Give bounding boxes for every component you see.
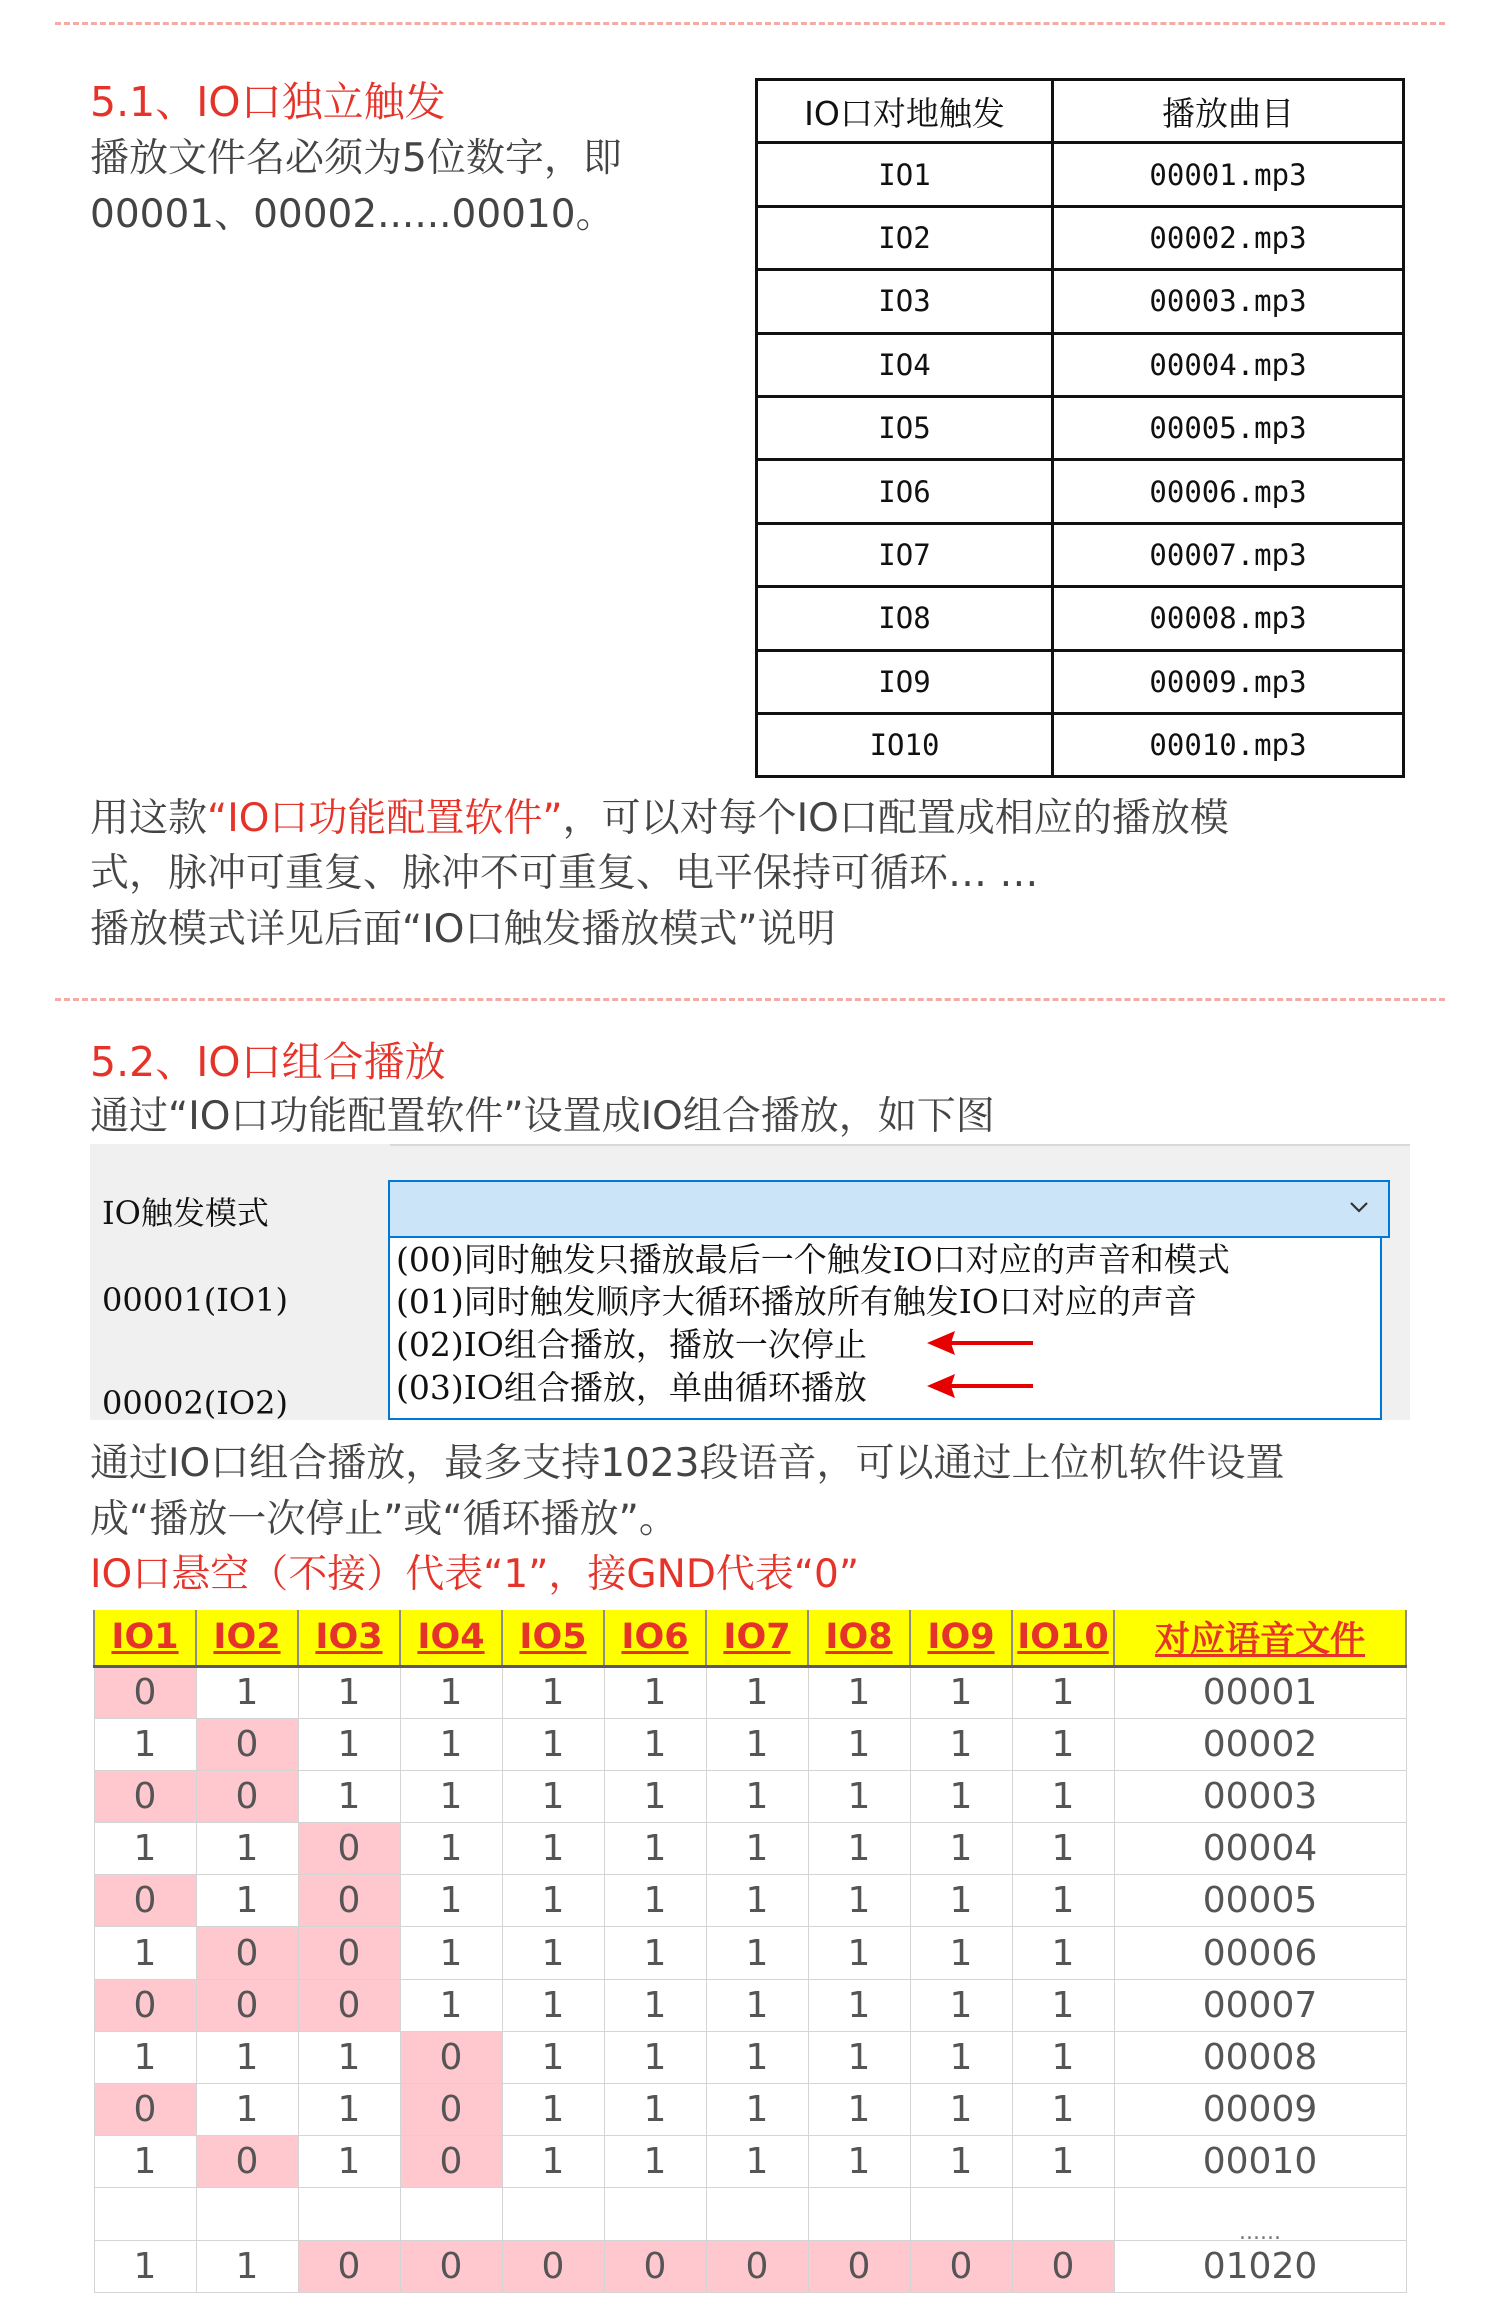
io-bit-cell: 1 bbox=[1012, 1666, 1114, 1718]
io-bit-cell: 1 bbox=[604, 2084, 706, 2136]
header-io-3: IO3 bbox=[298, 1610, 400, 1666]
io-bit-cell: 1 bbox=[298, 2084, 400, 2136]
io-bit-cell: 1 bbox=[910, 1666, 1012, 1718]
io-bit-cell bbox=[502, 2188, 604, 2240]
io-port-cell: IO10 bbox=[757, 713, 1053, 776]
io-bit-cell bbox=[298, 2188, 400, 2240]
io-bit-cell: 1 bbox=[706, 2136, 808, 2188]
track-file-cell: 00007.mp3 bbox=[1053, 523, 1404, 586]
io-port-cell: IO5 bbox=[757, 396, 1053, 459]
combo-desc-line2: 成“播放一次停止”或“循环播放”。 bbox=[90, 1497, 678, 1542]
combo-table-row bbox=[94, 2240, 1406, 2292]
io-bit-cell: 1 bbox=[604, 2031, 706, 2083]
section-5-1-note-line1 bbox=[90, 791, 1229, 846]
mapping-table-row bbox=[757, 333, 1404, 396]
header-io-7: IO7 bbox=[706, 1610, 808, 1666]
io-bit-cell: 1 bbox=[604, 1666, 706, 1718]
io-bit-cell: 0 bbox=[400, 2240, 502, 2292]
io-bit-cell: 1 bbox=[298, 1666, 400, 1718]
io-bit-cell: 1 bbox=[808, 1770, 910, 1822]
io-bit-cell: 1 bbox=[1012, 2084, 1114, 2136]
mapping-table-row bbox=[757, 460, 1404, 523]
mapping-table-header-row bbox=[757, 80, 1404, 143]
io-bit-cell: 0 bbox=[808, 2240, 910, 2292]
io-bit-cell: 1 bbox=[706, 1718, 808, 1770]
io-bit-cell: 1 bbox=[604, 1823, 706, 1875]
combo-table-row bbox=[94, 2188, 1406, 2240]
header-io-9: IO9 bbox=[910, 1610, 1012, 1666]
voice-file-cell: 00010 bbox=[1114, 2136, 1406, 2188]
voice-file-cell: 00003 bbox=[1114, 1770, 1406, 1822]
combo-desc-line1: 通过IO口组合播放，最多支持1023段语音，可以通过上位机软件设置 bbox=[90, 1441, 1285, 1486]
software-screenshot bbox=[90, 1144, 1410, 1420]
header-io-10: IO10 bbox=[1012, 1610, 1114, 1666]
io-bit-cell: 0 bbox=[94, 1666, 196, 1718]
io-trigger-mode-select[interactable] bbox=[388, 1180, 1390, 1238]
voice-file-cell: 00007 bbox=[1114, 1979, 1406, 2031]
io-bit-cell: 1 bbox=[808, 1823, 910, 1875]
combo-table-row bbox=[94, 1979, 1406, 2031]
io-bit-cell bbox=[910, 2188, 1012, 2240]
combo-table-row bbox=[94, 1770, 1406, 1822]
io-bit-cell: 0 bbox=[400, 2136, 502, 2188]
io-bit-cell: 0 bbox=[196, 1718, 298, 1770]
io-bit-cell: 1 bbox=[196, 2031, 298, 2083]
io-bit-cell: 1 bbox=[196, 2240, 298, 2292]
section-5-1-note-line3: 播放模式详见后面“IO口触发播放模式”说明 bbox=[90, 907, 836, 952]
io-bit-cell: 1 bbox=[808, 2031, 910, 2083]
io-combination-table bbox=[93, 1610, 1407, 2293]
io-bit-cell: 1 bbox=[706, 1823, 808, 1875]
io-bit-cell: 1 bbox=[604, 1927, 706, 1979]
io-bit-cell: 1 bbox=[706, 1666, 808, 1718]
io-bit-cell: 1 bbox=[1012, 2031, 1114, 2083]
io-bit-cell: 1 bbox=[94, 2031, 196, 2083]
io-bit-cell: 1 bbox=[1012, 1927, 1114, 1979]
io-bit-cell: 0 bbox=[196, 2136, 298, 2188]
io-bit-cell: 1 bbox=[94, 2136, 196, 2188]
combo-table-row bbox=[94, 1823, 1406, 1875]
header-io-1: IO1 bbox=[94, 1610, 196, 1666]
mapping-table-row bbox=[757, 396, 1404, 459]
io-bit-cell: 1 bbox=[502, 1979, 604, 2031]
mapping-table-row bbox=[757, 713, 1404, 776]
io-bit-cell: 1 bbox=[1012, 1875, 1114, 1927]
voice-file-cell: 00005 bbox=[1114, 1875, 1406, 1927]
io-bit-cell: 1 bbox=[400, 1979, 502, 2031]
io-bit-cell: 1 bbox=[1012, 1718, 1114, 1770]
software-top-border bbox=[390, 1144, 1410, 1146]
track-file-cell: 00003.mp3 bbox=[1053, 270, 1404, 333]
io-bit-cell: 1 bbox=[400, 1770, 502, 1822]
io-bit-cell: 1 bbox=[808, 1979, 910, 2031]
io-bit-cell: 1 bbox=[910, 1823, 1012, 1875]
io-bit-cell: 0 bbox=[298, 1875, 400, 1927]
combo-table-row bbox=[94, 2136, 1406, 2188]
io-bit-cell: 1 bbox=[196, 1666, 298, 1718]
io-bit-cell: 0 bbox=[298, 1927, 400, 1979]
header-io-4: IO4 bbox=[400, 1610, 502, 1666]
file-00002-label: 00002(IO2) bbox=[102, 1384, 288, 1420]
io-bit-cell: 1 bbox=[1012, 1979, 1114, 2031]
mapping-table-row bbox=[757, 143, 1404, 206]
voice-file-cell: 00001 bbox=[1114, 1666, 1406, 1718]
io-bit-cell bbox=[196, 2188, 298, 2240]
io-bit-cell: 1 bbox=[502, 2084, 604, 2136]
io-bit-cell: 1 bbox=[196, 2084, 298, 2136]
io-bit-cell: 1 bbox=[808, 1875, 910, 1927]
combo-table-row bbox=[94, 1666, 1406, 1718]
combo-table-header-row bbox=[94, 1610, 1406, 1666]
io-bit-cell: 1 bbox=[1012, 1823, 1114, 1875]
mode-option-02[interactable]: (02)IO组合播放，播放一次停止 bbox=[396, 1325, 867, 1364]
voice-file-cell: 00009 bbox=[1114, 2084, 1406, 2136]
io-bit-cell: 1 bbox=[706, 1770, 808, 1822]
io-bit-cell: 0 bbox=[298, 2240, 400, 2292]
mapping-table-row bbox=[757, 650, 1404, 713]
mode-option-00[interactable]: (00)同时触发只播放最后一个触发IO口对应的声音和模式 bbox=[396, 1240, 1230, 1279]
mode-option-03[interactable]: (03)IO组合播放，单曲循环播放 bbox=[396, 1368, 867, 1407]
io-bit-cell: 1 bbox=[910, 2031, 1012, 2083]
io-bit-cell: 1 bbox=[502, 2031, 604, 2083]
io-bit-cell: 1 bbox=[604, 1979, 706, 2031]
track-file-cell: 00009.mp3 bbox=[1053, 650, 1404, 713]
io-bit-cell: 1 bbox=[910, 2136, 1012, 2188]
chevron-down-icon bbox=[1344, 1192, 1374, 1222]
io-bit-cell: 1 bbox=[604, 1770, 706, 1822]
io-bit-cell bbox=[604, 2188, 706, 2240]
io-bit-cell: 1 bbox=[604, 2136, 706, 2188]
io-bit-cell: 1 bbox=[502, 1927, 604, 1979]
io-bit-cell: 0 bbox=[94, 2084, 196, 2136]
io-bit-cell: 1 bbox=[400, 1666, 502, 1718]
io-bit-cell: 1 bbox=[400, 1823, 502, 1875]
io-bit-cell: 0 bbox=[1012, 2240, 1114, 2292]
track-file-cell: 00005.mp3 bbox=[1053, 396, 1404, 459]
mapping-table-row bbox=[757, 270, 1404, 333]
io-bit-cell bbox=[1012, 2188, 1114, 2240]
mode-option-01[interactable]: (01)同时触发顺序大循环播放所有触发IO口对应的声音 bbox=[396, 1282, 1197, 1321]
io-bit-cell: 1 bbox=[502, 1666, 604, 1718]
io-bit-cell: 1 bbox=[910, 2084, 1012, 2136]
track-file-cell: 00006.mp3 bbox=[1053, 460, 1404, 523]
note-text-post: ，可以对每个IO口配置成相应的播放模 bbox=[562, 796, 1229, 841]
header-io-5: IO5 bbox=[502, 1610, 604, 1666]
track-file-cell: 00008.mp3 bbox=[1053, 587, 1404, 650]
io-bit-cell: 0 bbox=[94, 1979, 196, 2031]
io-bit-cell: 1 bbox=[94, 2240, 196, 2292]
voice-file-cell: 00006 bbox=[1114, 1927, 1406, 1979]
combo-table-body bbox=[94, 1666, 1406, 2292]
io-bit-cell: 1 bbox=[706, 1875, 808, 1927]
io-bit-cell: 1 bbox=[808, 2136, 910, 2188]
io-bit-cell bbox=[400, 2188, 502, 2240]
io-bit-cell: 1 bbox=[94, 1823, 196, 1875]
header-io-2: IO2 bbox=[196, 1610, 298, 1666]
io-bit-cell: 1 bbox=[502, 1770, 604, 1822]
io-bit-cell: 0 bbox=[94, 1875, 196, 1927]
io-bit-cell: 1 bbox=[706, 1979, 808, 2031]
io-trigger-mode-label: IO触发模式 bbox=[102, 1194, 269, 1232]
io-bit-cell: 0 bbox=[196, 1927, 298, 1979]
section-5-2-heading: 5.2、IO口组合播放 bbox=[90, 1038, 446, 1086]
io-port-cell: IO1 bbox=[757, 143, 1053, 206]
io-bit-cell: 0 bbox=[196, 1979, 298, 2031]
io-bit-cell: 1 bbox=[298, 2136, 400, 2188]
io-bit-cell: 1 bbox=[298, 1770, 400, 1822]
io-bit-cell: 1 bbox=[910, 1927, 1012, 1979]
track-file-cell: 00002.mp3 bbox=[1053, 206, 1404, 269]
io-port-cell: IO7 bbox=[757, 523, 1053, 586]
io-port-cell: IO8 bbox=[757, 587, 1053, 650]
io-bit-cell: 1 bbox=[808, 1927, 910, 1979]
section-5-1-desc-line2: 00001、00002......00010。 bbox=[90, 192, 615, 237]
io-bit-cell: 1 bbox=[502, 1823, 604, 1875]
io-bit-cell: 1 bbox=[196, 1823, 298, 1875]
section-5-1-note-line2: 式，脉冲可重复、脉冲不可重复、电平保持可循环… … bbox=[90, 851, 1039, 896]
io-bit-cell: 1 bbox=[502, 2136, 604, 2188]
io-bit-cell: 0 bbox=[298, 1823, 400, 1875]
middle-divider bbox=[55, 998, 1445, 1001]
io-bit-cell: 1 bbox=[910, 1875, 1012, 1927]
io-port-cell: IO4 bbox=[757, 333, 1053, 396]
io-bit-cell: 1 bbox=[502, 1875, 604, 1927]
io-bit-cell: 1 bbox=[298, 2031, 400, 2083]
io-bit-cell: 1 bbox=[808, 2084, 910, 2136]
io-bit-cell: 1 bbox=[604, 1875, 706, 1927]
voice-file-cell: 00004 bbox=[1114, 1823, 1406, 1875]
io-bit-cell: 0 bbox=[502, 2240, 604, 2292]
io-bit-cell: 1 bbox=[1012, 1770, 1114, 1822]
track-file-cell: 00010.mp3 bbox=[1053, 713, 1404, 776]
io-port-cell: IO2 bbox=[757, 206, 1053, 269]
io-port-cell: IO6 bbox=[757, 460, 1053, 523]
io-bit-cell: 1 bbox=[910, 1770, 1012, 1822]
note-software-name: “IO口功能配置软件” bbox=[207, 796, 563, 841]
combo-table-row bbox=[94, 1927, 1406, 1979]
section-5-2-desc: 通过“IO口功能配置软件”设置成IO组合播放，如下图 bbox=[90, 1094, 995, 1139]
mapping-table-body bbox=[757, 143, 1404, 777]
combo-table-row bbox=[94, 1875, 1406, 1927]
file-00001-label: 00001(IO1) bbox=[102, 1281, 288, 1319]
io-bit-cell: 1 bbox=[706, 2031, 808, 2083]
red-arrow-icon bbox=[925, 1328, 1035, 1358]
mapping-table-row bbox=[757, 587, 1404, 650]
io-bit-cell: 1 bbox=[1012, 2136, 1114, 2188]
combo-table-row bbox=[94, 1718, 1406, 1770]
header-io-8: IO8 bbox=[808, 1610, 910, 1666]
io-bit-cell: 1 bbox=[910, 1979, 1012, 2031]
io-bit-cell: 0 bbox=[910, 2240, 1012, 2292]
io-bit-cell: 1 bbox=[400, 1875, 502, 1927]
io-bit-cell: 1 bbox=[808, 1718, 910, 1770]
io-bit-cell: 1 bbox=[298, 1718, 400, 1770]
track-file-cell: 00004.mp3 bbox=[1053, 333, 1404, 396]
io-bit-cell: 1 bbox=[400, 1927, 502, 1979]
voice-file-cell: ...... bbox=[1114, 2188, 1406, 2240]
section-5-1-heading: 5.1、IO口独立触发 bbox=[90, 78, 446, 126]
red-arrow-icon bbox=[925, 1371, 1035, 1401]
io-bit-cell: 0 bbox=[706, 2240, 808, 2292]
io-bit-cell: 1 bbox=[808, 1666, 910, 1718]
track-file-cell: 00001.mp3 bbox=[1053, 143, 1404, 206]
io-bit-cell: 1 bbox=[94, 1718, 196, 1770]
io-bit-cell bbox=[94, 2188, 196, 2240]
header-io-6: IO6 bbox=[604, 1610, 706, 1666]
io-mapping-table bbox=[755, 78, 1405, 778]
io-bit-cell bbox=[706, 2188, 808, 2240]
header-voice-file: 对应语音文件 bbox=[1114, 1610, 1406, 1666]
combo-table-row bbox=[94, 2084, 1406, 2136]
io-bit-cell: 1 bbox=[196, 1875, 298, 1927]
top-divider bbox=[55, 22, 1445, 25]
mode-dropdown-list bbox=[388, 1238, 1382, 1420]
header-play-track: 播放曲目 bbox=[1053, 80, 1404, 143]
io-bit-cell bbox=[808, 2188, 910, 2240]
section-5-1-desc-line1: 播放文件名必须为5位数字，即 bbox=[90, 136, 622, 181]
mapping-table-row bbox=[757, 523, 1404, 586]
mapping-table-row bbox=[757, 206, 1404, 269]
combo-red-note: IO口悬空（不接）代表“1”，接GND代表“0” bbox=[90, 1552, 860, 1597]
voice-file-cell: 01020 bbox=[1114, 2240, 1406, 2292]
io-bit-cell: 1 bbox=[502, 1718, 604, 1770]
io-bit-cell: 0 bbox=[400, 2084, 502, 2136]
io-bit-cell: 1 bbox=[94, 1927, 196, 1979]
combo-table-row bbox=[94, 2031, 1406, 2083]
note-text-pre: 用这款 bbox=[90, 796, 208, 841]
io-bit-cell: 0 bbox=[94, 1770, 196, 1822]
io-bit-cell: 0 bbox=[400, 2031, 502, 2083]
io-bit-cell: 1 bbox=[400, 1718, 502, 1770]
voice-file-cell: 00002 bbox=[1114, 1718, 1406, 1770]
io-bit-cell: 0 bbox=[604, 2240, 706, 2292]
io-bit-cell: 0 bbox=[298, 1979, 400, 2031]
io-bit-cell: 0 bbox=[196, 1770, 298, 1822]
header-io-ground-trigger: IO口对地触发 bbox=[757, 80, 1053, 143]
io-bit-cell: 1 bbox=[604, 1718, 706, 1770]
io-port-cell: IO3 bbox=[757, 270, 1053, 333]
io-bit-cell: 1 bbox=[706, 1927, 808, 1979]
io-bit-cell: 1 bbox=[706, 2084, 808, 2136]
voice-file-cell: 00008 bbox=[1114, 2031, 1406, 2083]
io-bit-cell: 1 bbox=[910, 1718, 1012, 1770]
io-port-cell: IO9 bbox=[757, 650, 1053, 713]
